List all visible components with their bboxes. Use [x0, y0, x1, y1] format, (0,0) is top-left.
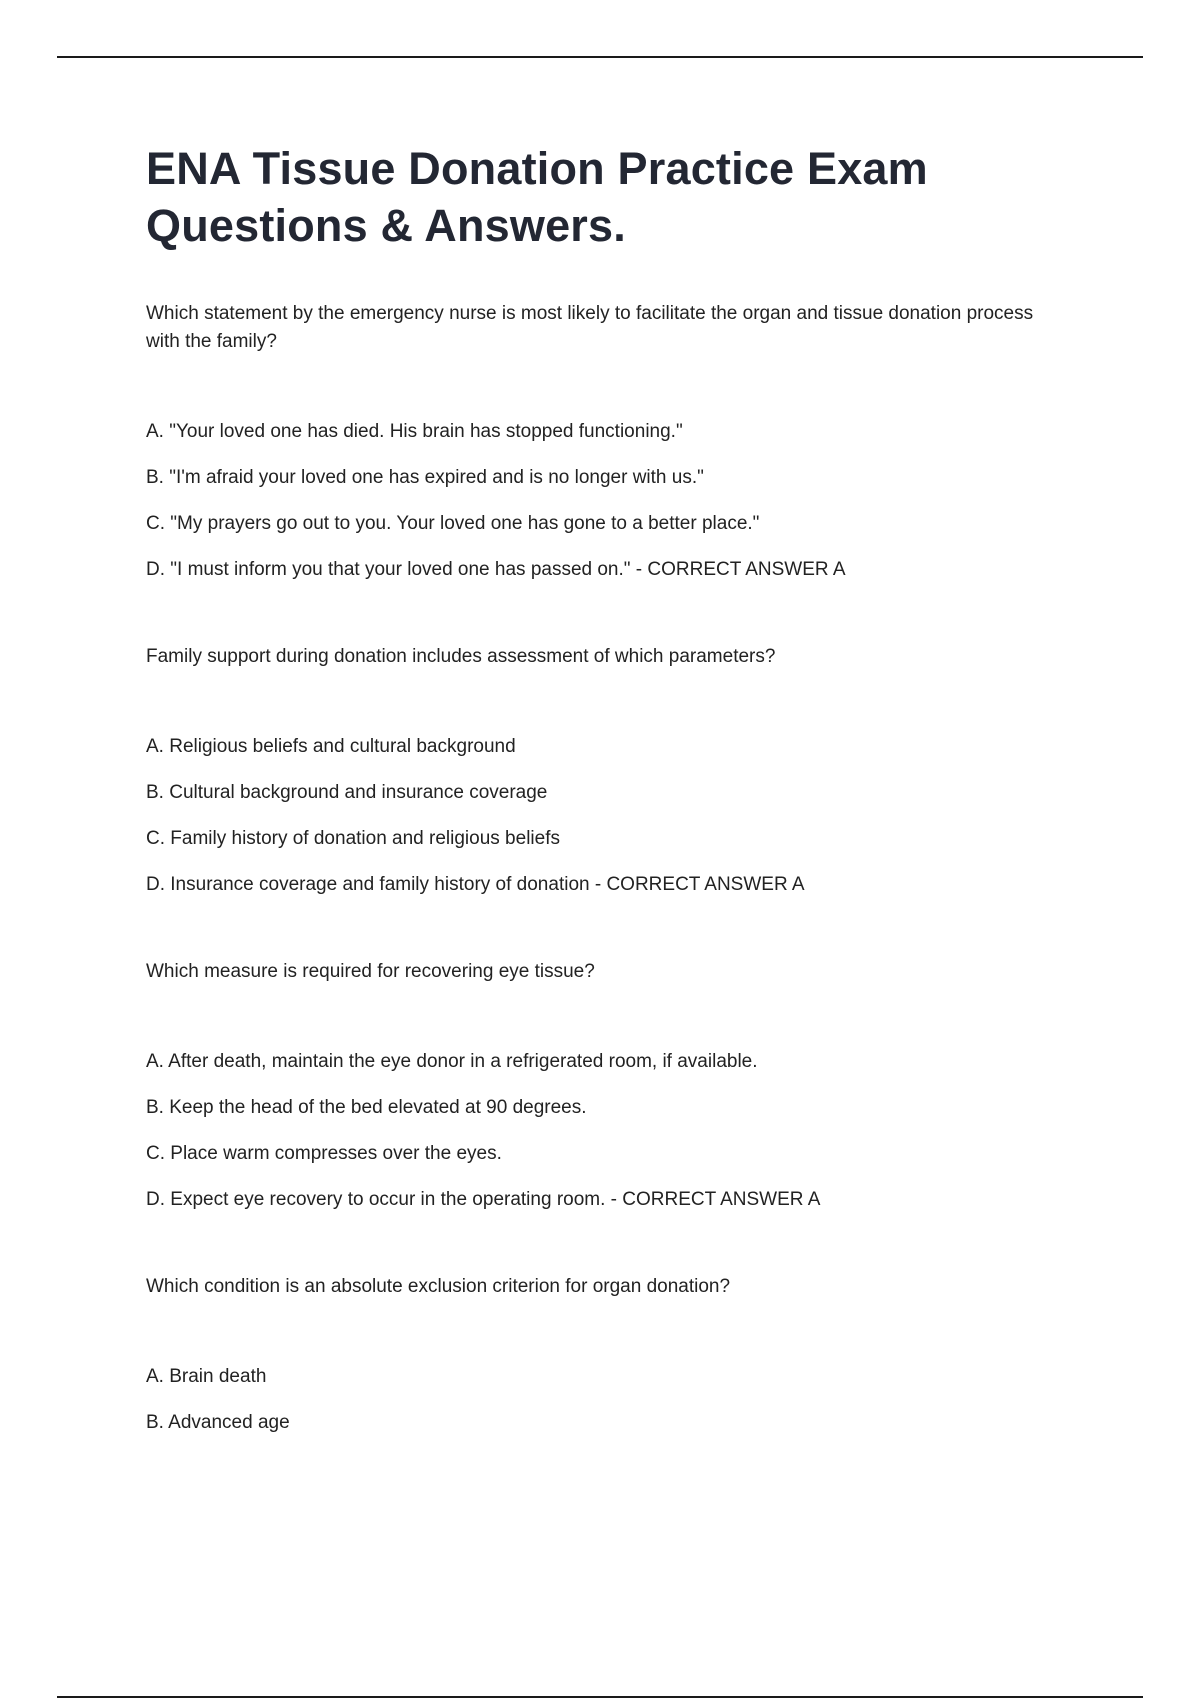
- bottom-rule: [57, 1696, 1143, 1698]
- title-line-1: ENA Tissue Donation Practice Exam: [146, 143, 928, 194]
- question-list: [146, 300, 1046, 1436]
- question-text: Which measure is required for recovering eye tissue?: [146, 961, 595, 982]
- question-text: Which condition is an absolute exclusion criterion for organ donation?: [146, 1276, 731, 1297]
- title-line-2: Questions & Answers.: [146, 200, 626, 251]
- question-1: [146, 300, 1046, 583]
- option-a: A. Religious beliefs and cultural background: [146, 736, 516, 757]
- option-c: C. Place warm compresses over the eyes.: [146, 1143, 502, 1164]
- option-a: A. After death, maintain the eye donor in a refrigerated room, if available.: [146, 1051, 758, 1072]
- option-c: C. Family history of donation and religious beliefs: [146, 828, 560, 849]
- question-text: Which statement by the emergency nurse is most likely to facilitate the organ and tissue donation process with the family?: [146, 303, 1034, 352]
- option-d-with-answer: D. Insurance coverage and family history of donation - CORRECT ANSWER A: [146, 874, 805, 895]
- question-text: Family support during donation includes assessment of which parameters?: [146, 646, 776, 667]
- option-b: B. "I'm afraid your loved one has expired and is no longer with us.": [146, 467, 704, 488]
- option-b: B. Advanced age: [146, 1412, 290, 1433]
- page-content: [146, 140, 1046, 1496]
- option-b: B. Cultural background and insurance coverage: [146, 782, 548, 803]
- option-a: A. "Your loved one has died. His brain has stopped functioning.": [146, 421, 683, 442]
- question-2: [146, 643, 1046, 898]
- page-title: [146, 140, 1046, 254]
- option-c: C. "My prayers go out to you. Your loved one has gone to a better place.": [146, 513, 760, 534]
- option-d-with-answer: D. "I must inform you that your loved one has passed on." - CORRECT ANSWER A: [146, 559, 846, 580]
- option-a: A. Brain death: [146, 1366, 267, 1387]
- question-4: [146, 1273, 1046, 1436]
- option-b: B. Keep the head of the bed elevated at 90 degrees.: [146, 1097, 587, 1118]
- top-rule: [57, 56, 1143, 58]
- question-3: [146, 958, 1046, 1213]
- option-d-with-answer: D. Expect eye recovery to occur in the operating room. - CORRECT ANSWER A: [146, 1189, 821, 1210]
